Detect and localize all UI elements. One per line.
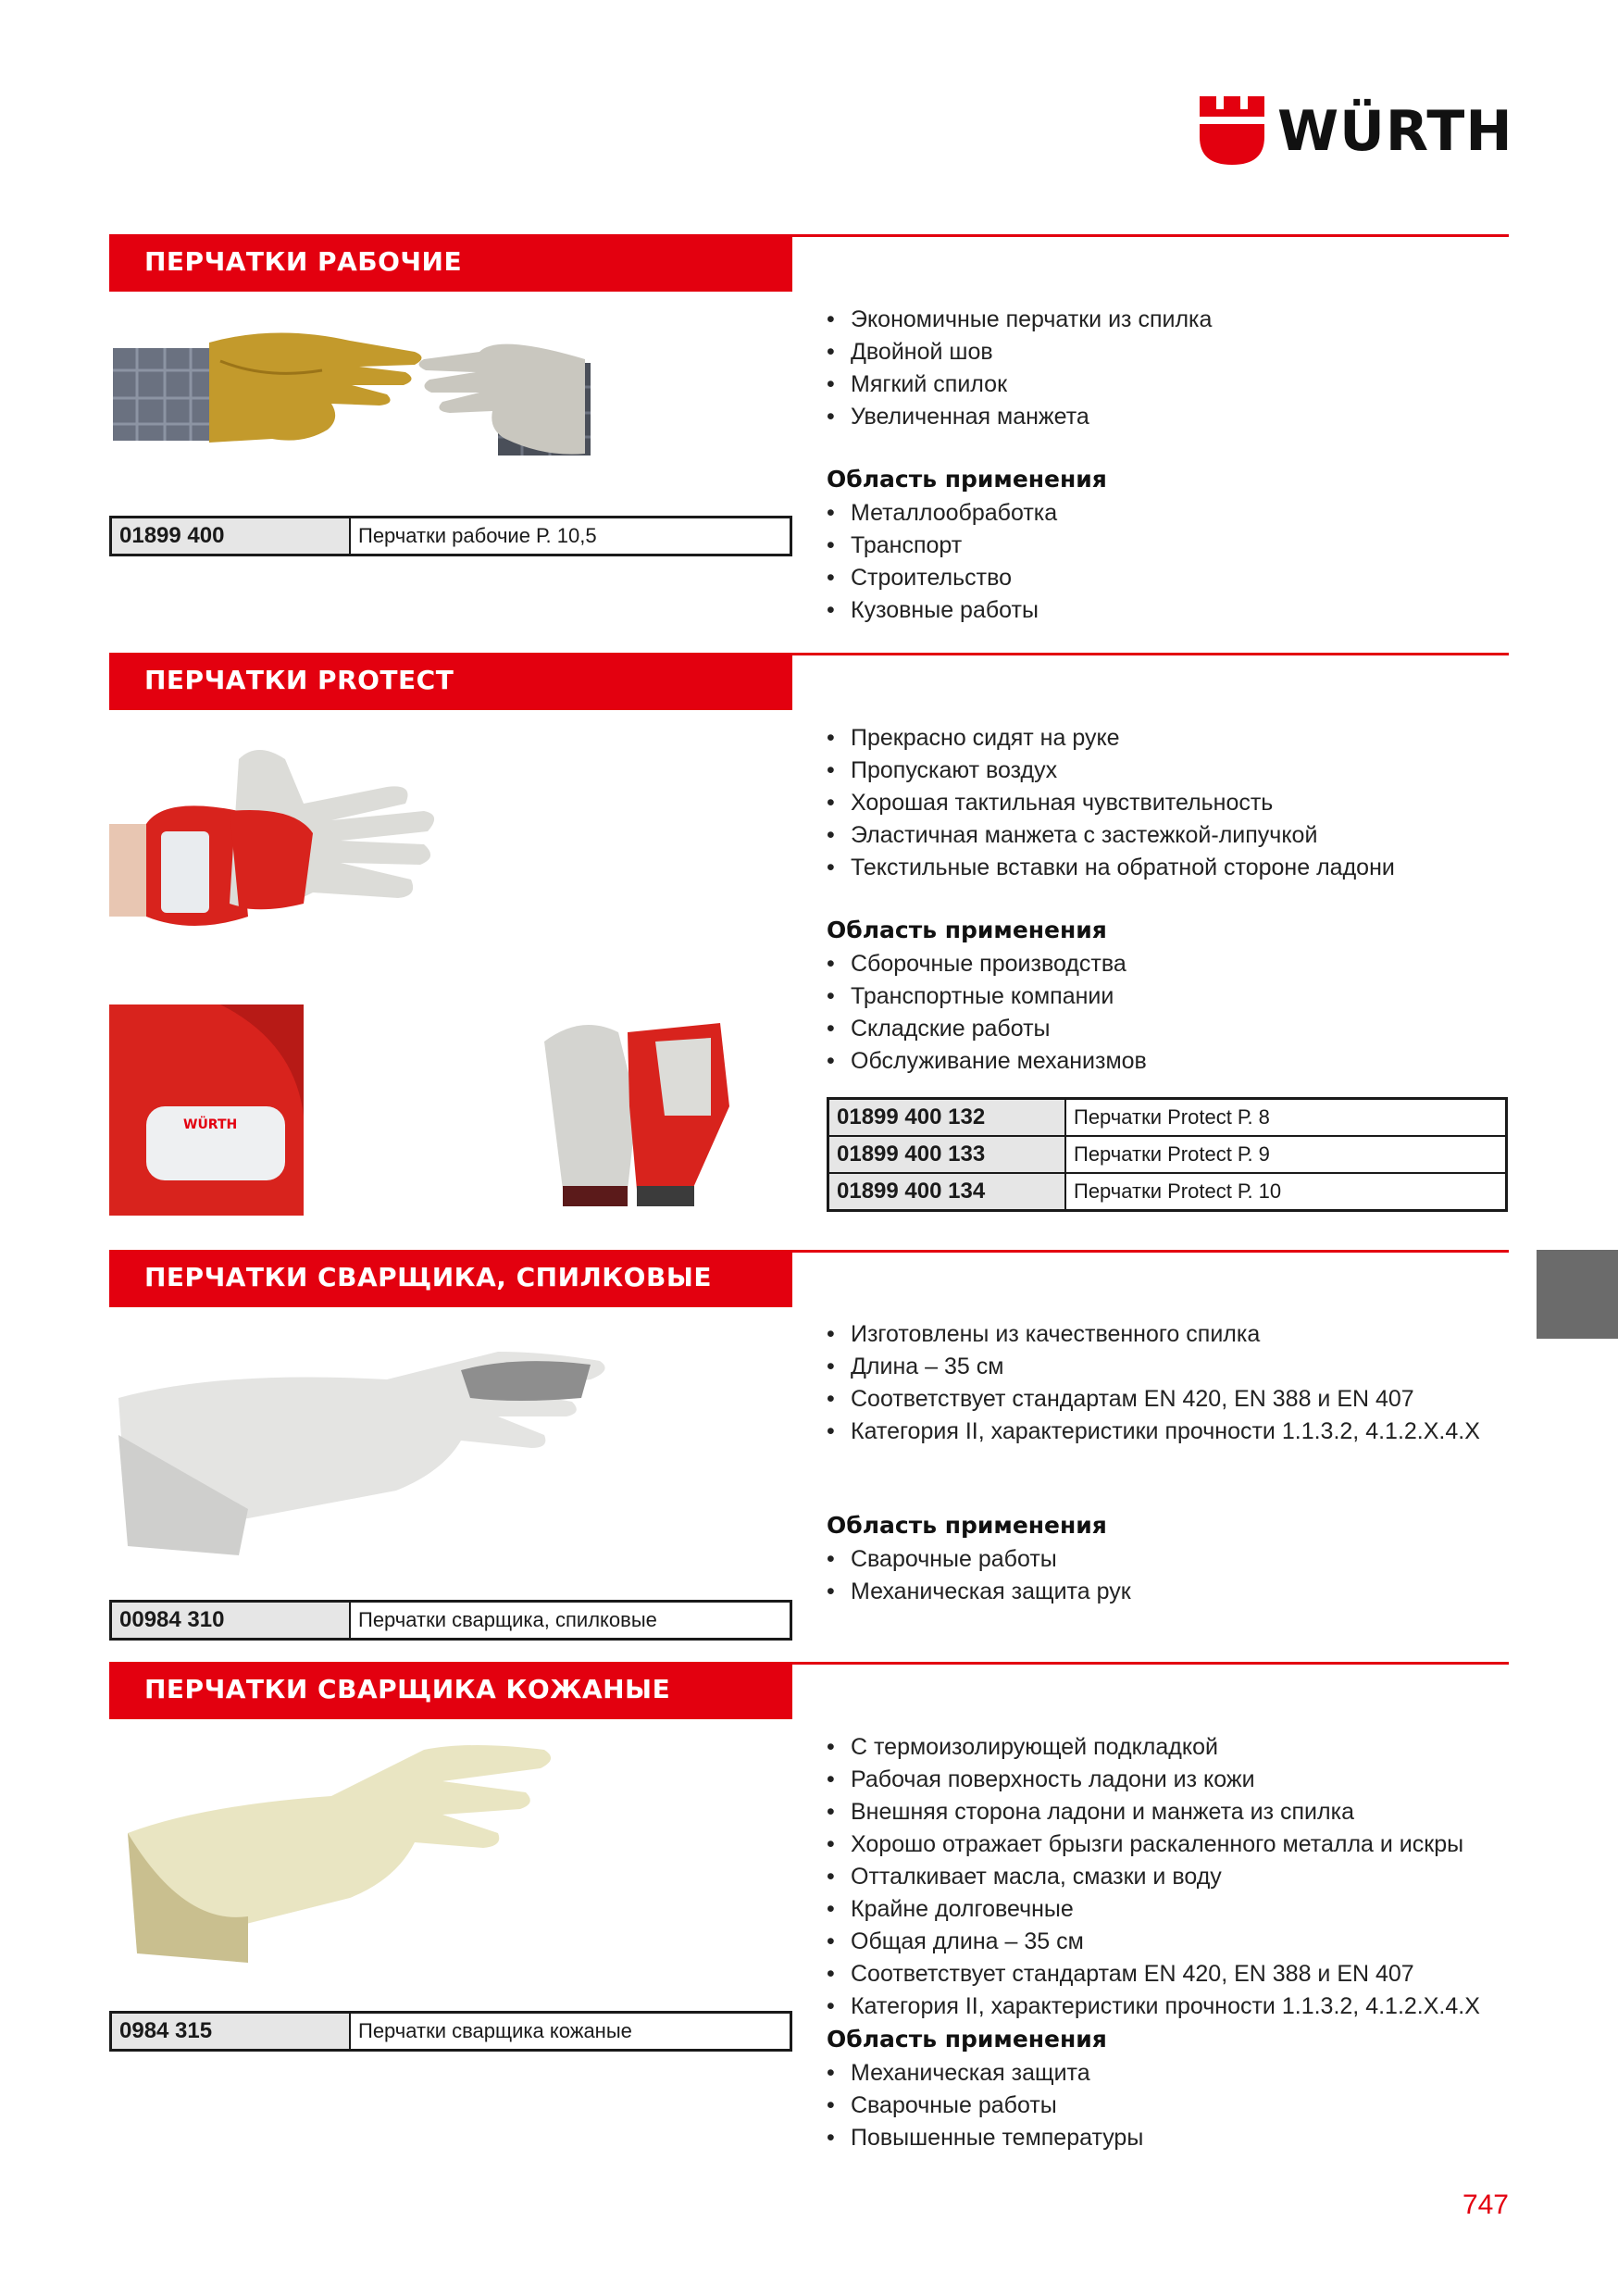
section-title: ПЕРЧАТКИ СВАРЩИКА, СПИЛКОВЫЕ [109, 1250, 792, 1307]
list-item: • Строительство [827, 562, 1057, 594]
list-item: • Соответствует стандартам EN 420, EN 388 и EN 407 [827, 1958, 1512, 1990]
article-code: 0984 315 [111, 2013, 351, 2051]
article-description: Перчатки Protect Р. 10 [1065, 1173, 1507, 1211]
article-description: Перчатки сварщика кожаные [350, 2013, 791, 2051]
list-item: • Отталкивает масла, смазки и воду [827, 1861, 1512, 1893]
feature-list [827, 1318, 1512, 1448]
section-title: ПЕРЧАТКИ PROTECT [109, 653, 792, 710]
list-item: • Механическая защита [827, 2057, 1143, 2090]
list-item: • Хорошая тактильная чувствительность [827, 787, 1395, 819]
list-item: • Эластичная манжета с застежкой-липучкой [827, 819, 1395, 852]
protect-gloves-pair-image [526, 1004, 748, 1216]
list-item: • Транспортные компании [827, 980, 1147, 1013]
table-row [111, 2013, 791, 2051]
article-code: 01899 400 133 [828, 1136, 1066, 1173]
list-item: • Прекрасно сидят на руке [827, 722, 1395, 755]
article-table [109, 1600, 792, 1641]
list-item: • Длина – 35 см [827, 1351, 1512, 1383]
list-item: • Пропускают воздух [827, 755, 1395, 787]
chapter-tab [1537, 1250, 1618, 1339]
list-item: • С термоизолирующей подкладкой [827, 1731, 1512, 1764]
application-title: Область применения [827, 1512, 1107, 1539]
list-item: • Хорошо отражает брызги раскаленного металла и искры [827, 1828, 1512, 1861]
table-row [828, 1099, 1507, 1137]
article-description: Перчатки рабочие Р. 10,5 [350, 518, 791, 555]
wurth-logo-text: WÜRTH [1277, 99, 1513, 164]
list-item: • Категория II, характеристики прочности 1.1.3.2, 4.1.2.X.4.X [827, 1990, 1512, 2023]
list-item: • Внешняя сторона ладони и манжета из спилка [827, 1796, 1512, 1828]
welder-split-gloves-image [109, 1333, 628, 1574]
wurth-logo-icon [1200, 96, 1264, 165]
application-list [827, 1543, 1131, 1608]
article-description: Перчатки Protect Р. 9 [1065, 1136, 1507, 1173]
list-item: • Текстильные вставки на обратной стороне ладони [827, 852, 1395, 884]
article-description: Перчатки Protect Р. 8 [1065, 1099, 1507, 1137]
article-code: 00984 310 [111, 1602, 351, 1640]
application-list [827, 2057, 1143, 2154]
list-item: • Крайне долговечные [827, 1893, 1512, 1926]
list-item: • Складские работы [827, 1013, 1147, 1045]
list-item: • Обслуживание механизмов [827, 1045, 1147, 1078]
list-item: • Двойной шов [827, 336, 1212, 368]
protect-cuff-image [109, 1004, 304, 1216]
section-title: ПЕРЧАТКИ СВАРЩИКА КОЖАНЫЕ [109, 1662, 792, 1719]
page-number: 747 [1462, 2190, 1509, 2220]
feature-list [827, 722, 1395, 884]
list-item: • Сварочные работы [827, 2090, 1143, 2122]
feature-list [827, 304, 1212, 433]
application-title: Область применения [827, 917, 1107, 943]
protect-glove-on-hand-image [109, 722, 554, 944]
application-list [827, 497, 1057, 627]
article-code: 01899 400 132 [828, 1099, 1066, 1137]
article-table [827, 1097, 1508, 1212]
work-gloves-image [109, 315, 628, 472]
list-item: • Повышенные температуры [827, 2122, 1143, 2154]
table-row [828, 1173, 1507, 1211]
list-item: • Соответствует стандартам EN 420, EN 388 и EN 407 [827, 1383, 1512, 1416]
list-item: • Экономичные перчатки из спилка [827, 304, 1212, 336]
list-item: • Металлообработка [827, 497, 1057, 530]
list-item: • Рабочая поверхность ладони из кожи [827, 1764, 1512, 1796]
list-item: • Категория II, характеристики прочности 1.1.3.2, 4.1.2.X.4.X [827, 1416, 1512, 1448]
list-item: • Мягкий спилок [827, 368, 1212, 401]
list-item: • Общая длина – 35 см [827, 1926, 1512, 1958]
application-title: Область применения [827, 466, 1107, 493]
section-title: ПЕРЧАТКИ РАБОЧИЕ [109, 234, 792, 292]
article-code: 01899 400 [111, 518, 351, 555]
list-item: • Изготовлены из качественного спилка [827, 1318, 1512, 1351]
application-list [827, 948, 1147, 1078]
table-row [111, 1602, 791, 1640]
feature-list [827, 1731, 1512, 2023]
article-table [109, 2011, 792, 2052]
list-item: • Увеличенная манжета [827, 401, 1212, 433]
list-item: • Механическая защита рук [827, 1576, 1131, 1608]
table-row [828, 1136, 1507, 1173]
application-title: Область применения [827, 2026, 1107, 2053]
list-item: • Сварочные работы [827, 1543, 1131, 1576]
list-item: • Кузовные работы [827, 594, 1057, 627]
article-description: Перчатки сварщика, спилковые [350, 1602, 791, 1640]
welder-leather-gloves-image [109, 1731, 591, 1972]
cuff-brand-label: WÜRTH [183, 1117, 238, 1132]
list-item: • Транспорт [827, 530, 1057, 562]
article-table [109, 516, 792, 556]
table-row [111, 518, 791, 555]
list-item: • Сборочные производства [827, 948, 1147, 980]
wurth-logo [1200, 96, 1513, 167]
article-code: 01899 400 134 [828, 1173, 1066, 1211]
